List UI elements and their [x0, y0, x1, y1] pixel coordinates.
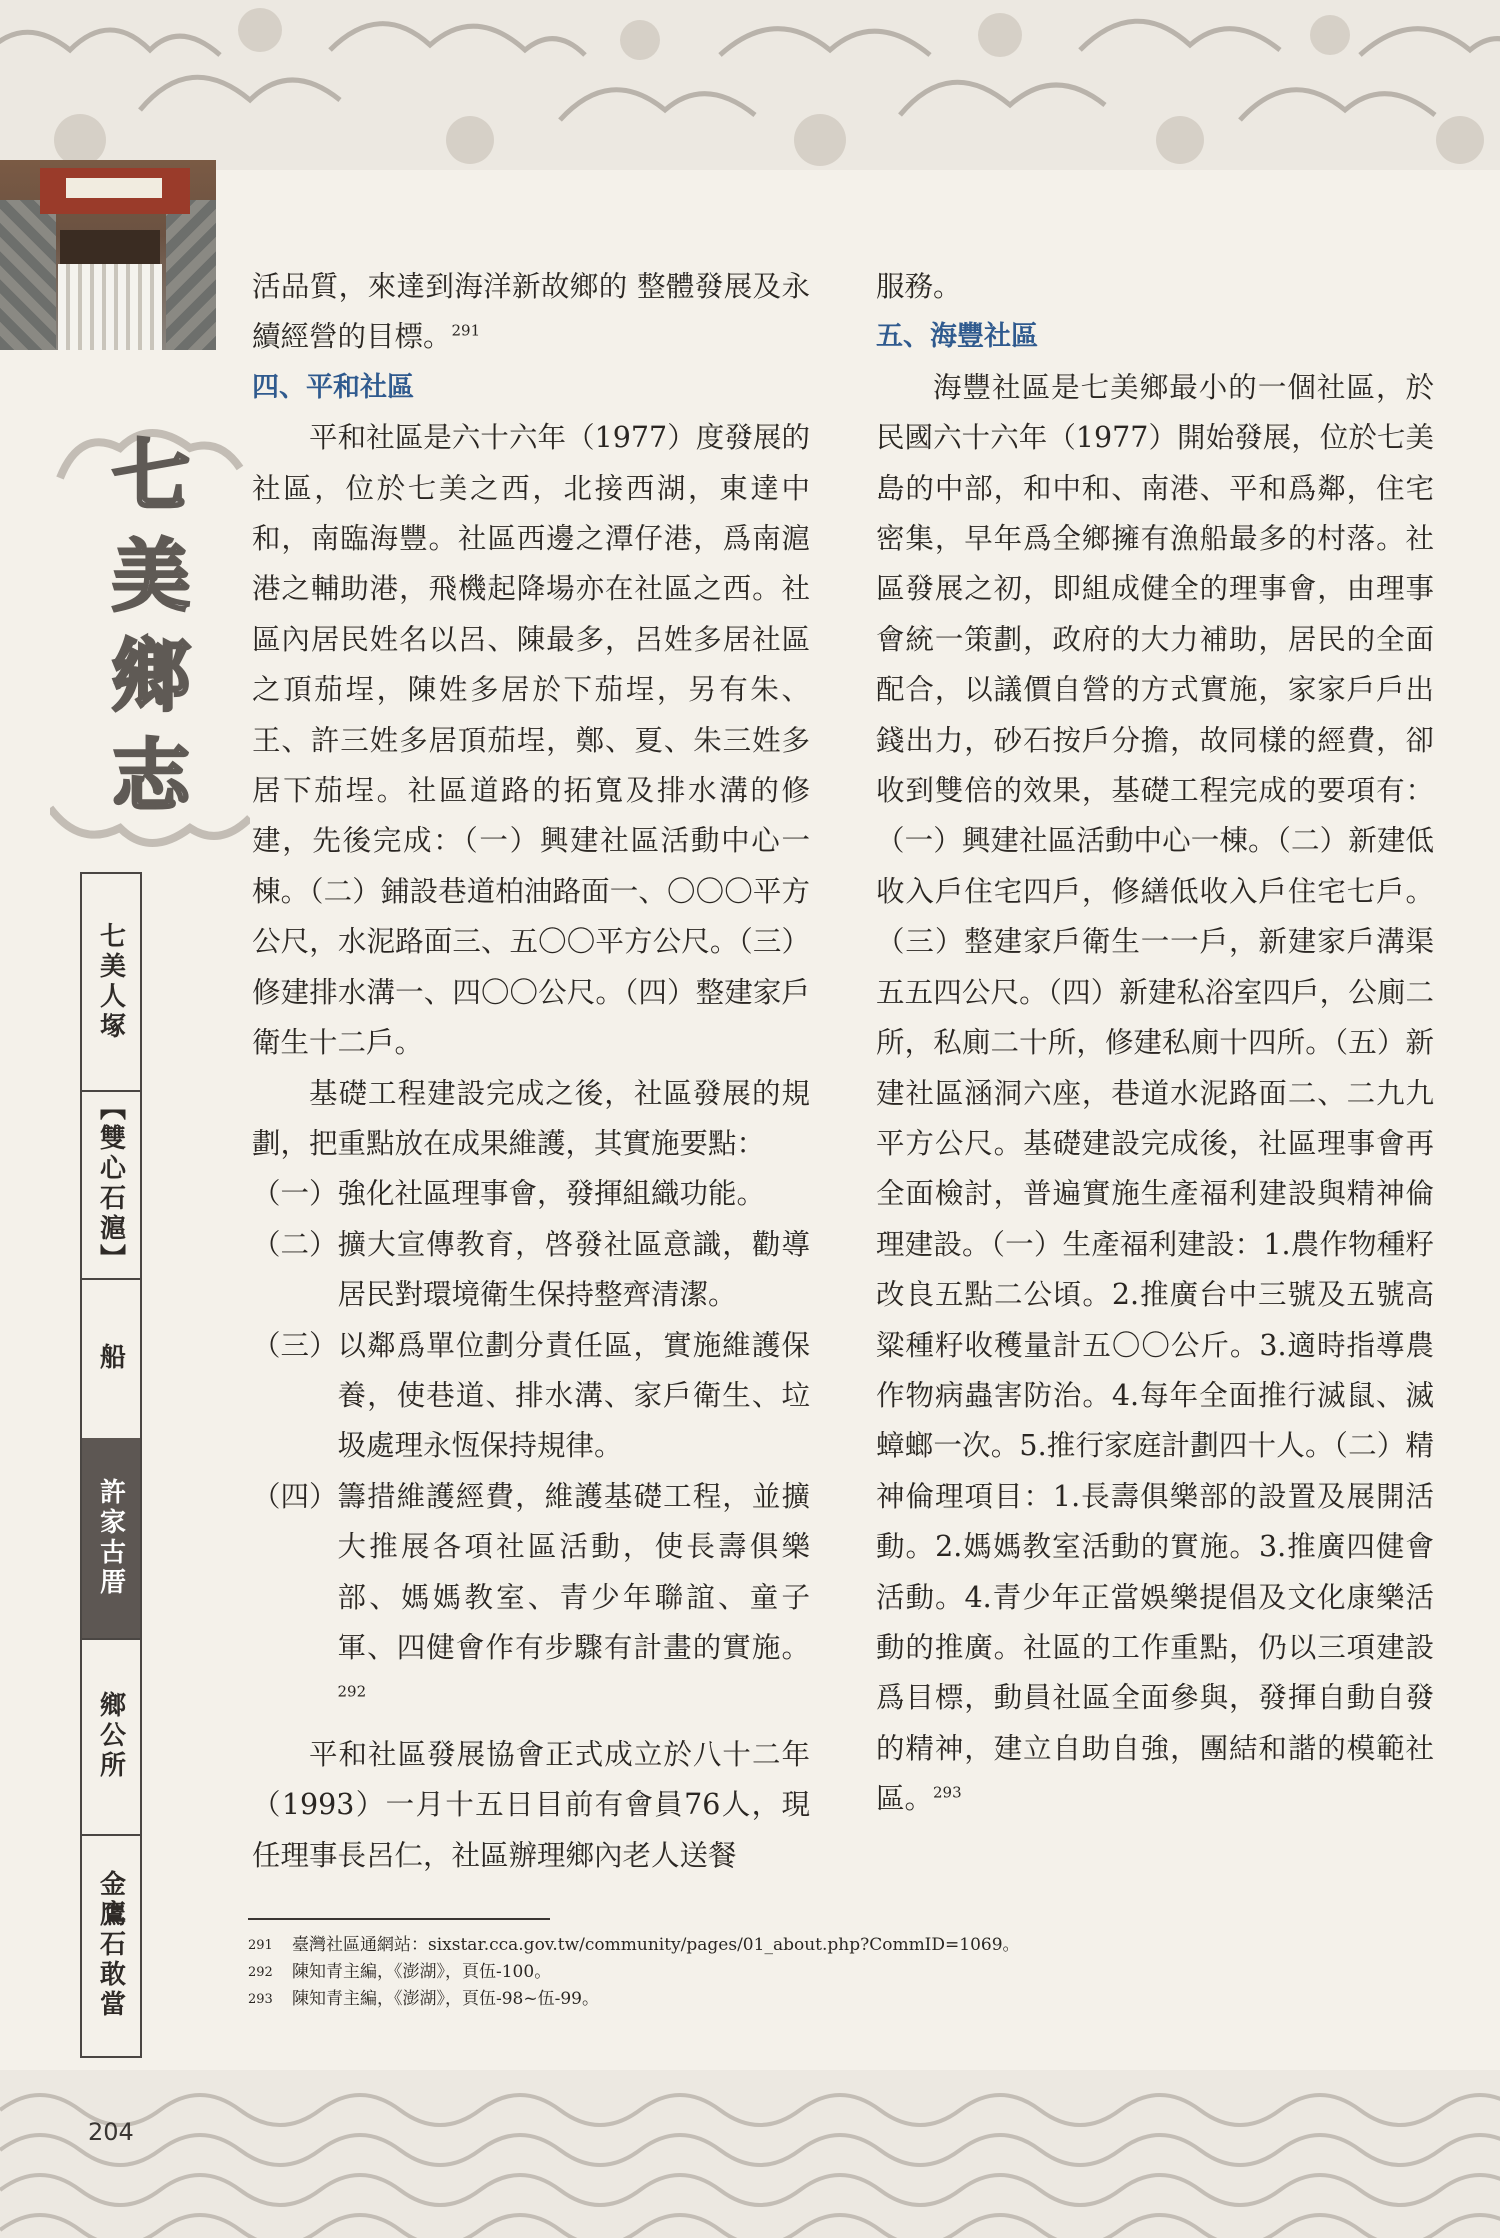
list-item: （三） 以鄰爲單位劃分責任區，實施維護保養，使巷道、排水溝、家戶衛生、垃圾處理永恆保持規律。 — [252, 1328, 810, 1463]
footnote-ref[interactable]: 293 — [933, 1783, 962, 1802]
chapter-tab-strip — [80, 872, 142, 2058]
footnote-ref[interactable]: 291 — [451, 321, 481, 340]
paragraph: 平和社區發展協會正式成立於八十二年（1993）一月十五日目前有會員76人，現任理事長呂仁，社區辦理鄉內老人送餐 — [252, 1737, 810, 1872]
tab-golden-eagle-stone[interactable]: 金鷹石敢當 — [95, 1870, 126, 2020]
right-text-column — [876, 262, 1434, 1825]
footnote: 292 陳知青主編，《澎湖》，頁伍-100。 — [248, 1962, 552, 1982]
list-item: （四） 籌措維護經費，維護基礎工程，並擴大推展各項社區活動，使長壽俱樂部、媽媽教室、青少年聯誼、童子軍、四健會作有步驟有計畫的實施。$^{292}$ — [252, 1479, 810, 1701]
list-item: （一） 強化社區理事會，發揮組織功能。 — [252, 1177, 766, 1211]
header-cloud-ornament — [0, 0, 1500, 170]
title-char-4: 志 — [112, 731, 191, 822]
footnote: 291 臺灣社區通網站：sixstar.cca.gov.tw/community/pages/01_about.php?CommID=1069。 — [248, 1935, 1020, 1955]
footer-wave-ornament — [0, 2070, 1500, 2238]
paragraph: 活品質，來達到海洋新故鄉的 整體發展及永續經營的目標。$^{291}$ — [252, 270, 810, 354]
tab-twin-hearts-weir[interactable]: 【雙心石滬】 — [82, 1090, 140, 1280]
tab-boat[interactable]: 船 — [82, 1278, 140, 1440]
list-item: （二） 擴大宣傳教育，啓發社區意識，勸導居民對環境衛生保持整齊清潔。 — [252, 1227, 810, 1312]
tab-township-office[interactable]: 鄉公所 — [82, 1638, 140, 1836]
title-char-1: 七 — [112, 431, 191, 522]
footnote: 293 陳知青主編，《澎湖》，頁伍-98~伍-99。 — [248, 1989, 599, 2009]
paragraph: 海豐社區是七美鄉最小的一個社區，於民國六十六年（1977）開始發展，位於七美島的中部，和中和、南港、平和爲鄰，住宅密集，早年爲全鄉擁有漁船最多的村落。社區發展之初，即組成健全的理事會，由理事會統一策劃，政府的大力補助，居民的全面配合，以議價自營的方式實施，家家戶戶出錢出力，砂石按戶分擔，故同樣的經費，卻收到雙倍的效果，基礎工程完成的要項有：（一）興建社區活動中心一棟。（二）新建低收入戶住宅四戶，修繕低收入戶住宅七戶。（三）整建家戶衛生一一戶，新建家戶溝渠五五四公尺。（四）新建私浴室四戶，公廁二所，私廁二十所，修建私廁十四所。（五）新建社區涵洞六座，巷道水泥路面二、二九九平方公尺。基礎建設完成後，社區理事會再全面檢討，普遍實施生產福利建設與精神倫理建設。（一）生產福利建設：1.農作物種籽改良五點二公頃。2.推廣台中三號及五號高粱種籽收穫量計五〇〇公斤。3.適時指導農作物病蟲害防治。4.每年全面推行滅鼠、滅蟑螂一次。5.推行家庭計劃四十人。（二）精神倫理項目：1.長壽俱樂部的設置及展開活動。2.媽媽教室活動的實施。3.推廣四健會活動。4.青少年正當娛樂提倡及文化康樂活動的推廣。社區的工作重點，仍以三項建設爲目標，動員社區全面參與，發揮自動自發的精神，建立自助自強，團結和諧的模範社區。$^{293}$ — [876, 370, 1434, 1816]
tab-qimei-tomb[interactable]: 七美人塚 — [82, 874, 140, 1092]
footnote-ref[interactable]: 292 — [337, 1682, 367, 1701]
title-char-2: 美 — [112, 531, 191, 622]
footnotes — [248, 1932, 1348, 2013]
paragraph: 基礎工程建設完成之後，社區發展的規劃，把重點放在成果維護，其實施要點： — [252, 1076, 810, 1160]
section-heading: 四、平和社區 — [252, 371, 414, 403]
paragraph: 平和社區是六十六年（1977）度發展的社區，位於七美之西，北接西湖，東達中和，南臨海豐。社區西邊之潭仔港，爲南滬港之輔助港，飛機起降場亦在社區之西。社區內居民姓名以呂、陳最多，呂姓多居社區之頂茄埕，陳姓多居於下茄埕，另有朱、王、許三姓多居頂茄埕，鄭、夏、朱三姓多居下茄埕。社區道路的拓寬及排水溝的修建，先後完成：（一）興建社區活動中心一棟。（二）鋪設巷道柏油路面一、〇〇〇平方公尺，水泥路面三、五〇〇平方公尺。（三）修建排水溝一、四〇〇公尺。（四）整建家戶衛生十二戶。 — [252, 421, 810, 1060]
title-char-3: 鄉 — [112, 631, 191, 722]
left-text-column — [252, 262, 810, 1881]
book-title-calligraphy — [50, 418, 220, 858]
paragraph: 服務。 — [876, 270, 962, 303]
page-number: 204 — [88, 2118, 134, 2146]
temple-gate-photo — [0, 160, 216, 350]
footnote-divider — [248, 1918, 550, 1920]
section-heading: 五、海豐社區 — [876, 321, 1038, 353]
tab-hsu-family-house[interactable]: 許家古厝 — [82, 1438, 140, 1640]
